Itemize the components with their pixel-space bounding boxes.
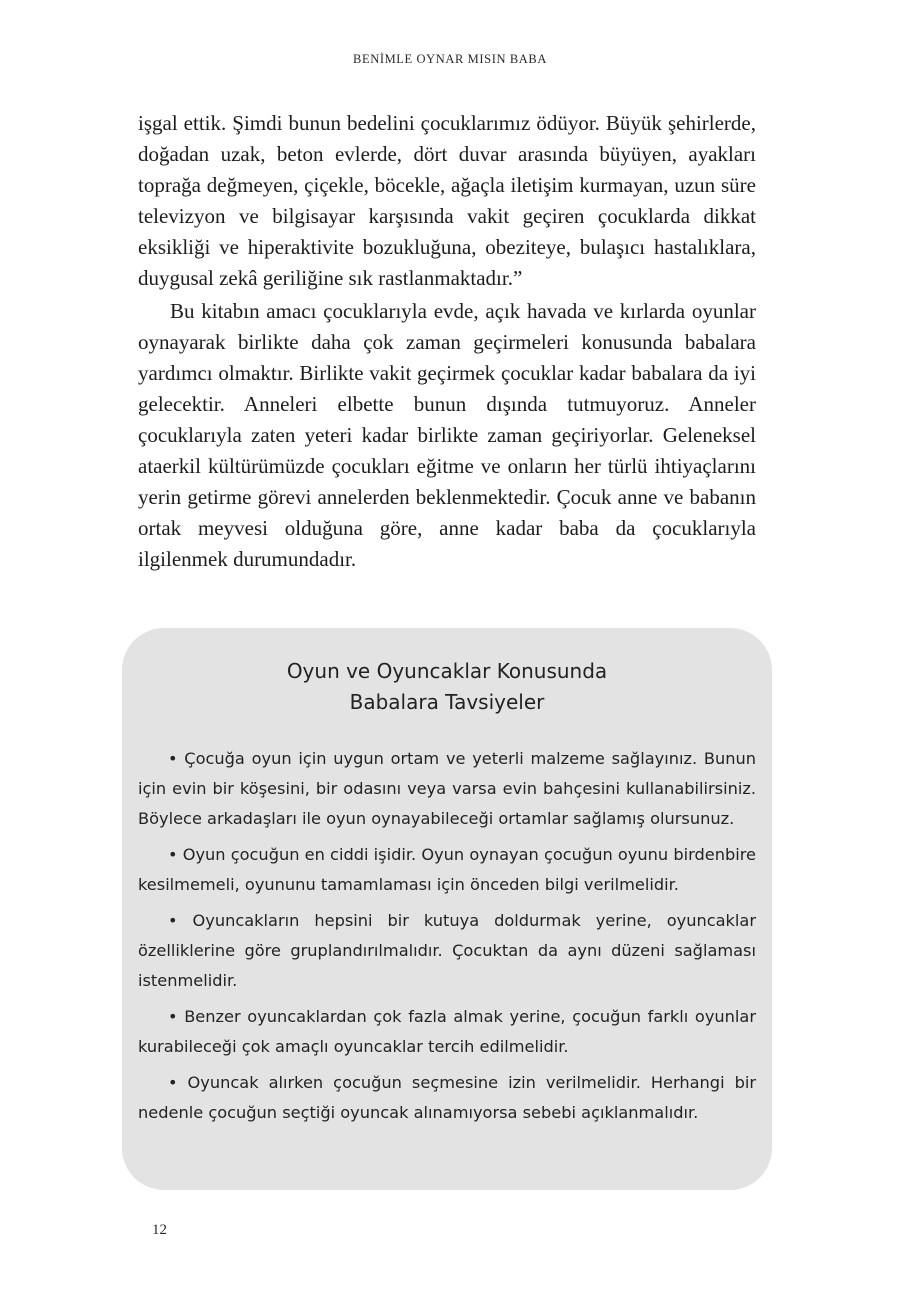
page-number: 12 [152, 1222, 167, 1238]
tip-item: • Çocuğa oyun için uygun ortam ve yeterli malzeme sağlayınız. Bunun için evin bir köşesini, bir odasını veya varsa evin bahçesini kullanabilirsiniz. Böylece arkadaşları ile oyun oynayabileceği ortamlar sağlamış olursunuz. [138, 749, 756, 828]
tip-item: • Oyuncakların hepsini bir kutuya doldurmak yerine, oyuncaklar özelliklerine göre gruplandırılmalıdır. Çocuktan da aynı düzeni sağlaması istenmelidir. [138, 911, 756, 990]
body-paragraph: işgal ettik. Şimdi bunun bedelini çocuklarımız ödüyor. Büyük şehirlerde, doğadan uzak, beton evlerde, dört duvar arasında büyüyen, ayakları toprağa değmeyen, çiçekle, böcekle, ağaçla iletişim kurmayan, uzun süre televizyon ve bilgisayar karşısında vakit geçiren çocuklarda dikkat eksikliği ve hiperaktivite bozukluğuna, obeziteye, bulaşıcı hastalıklara, duygusal zekâ geriliğine sık rastlanmaktadır.” [138, 111, 756, 290]
tip-item: • Oyun çocuğun en ciddi işidir. Oyun oynayan çocuğun oyunu birdenbire kesilmemeli, oyununu tamamlaması için önceden bilgi verilmelidir. [138, 845, 756, 894]
tip-item: • Oyuncak alırken çocuğun seçmesine izin verilmelidir. Herhangi bir nedenle çocuğun seçtiği oyuncak alınamıyorsa sebebi açıklanmalıdır. [138, 1073, 756, 1122]
tips-list [138, 744, 756, 1128]
tips-title-line-1: Oyun ve Oyuncaklar Konusunda [286, 659, 608, 683]
body-text [138, 108, 756, 578]
tips-box [122, 628, 772, 1190]
tip-item: • Benzer oyuncaklardan çok fazla almak yerine, çocuğun farklı oyunlar kurabileceği çok amaçlı oyuncaklar tercih edilmelidir. [138, 1007, 756, 1056]
tips-box-title [138, 656, 756, 718]
running-head: BENİMLE OYNAR MISIN BABA [353, 52, 547, 66]
body-paragraph: Bu kitabın amacı çocuklarıyla evde, açık havada ve kırlarda oyunlar oynayarak birlikte daha çok zaman geçirmeleri konusunda babalara yardımcı olmaktır. Birlikte vakit geçirmek çocuklar kadar babalara da iyi gelecektir. Anneleri elbette bunun dışında tutmuyoruz. Anneler çocuklarıyla zaten yeteri kadar birlikte zaman geçiriyorlar. Geleneksel ataerkil kültürümüzde çocukları eğitme ve onların her türlü ihtiyaçlarını yerin getirme görevi annelerden beklenmektedir. Çocuk anne ve babanın ortak meyvesi olduğuna göre, anne kadar baba da çocuklarıyla ilgilenmek durumundadır. [138, 299, 756, 571]
tips-title-line-2: Babalara Tavsiyeler [349, 690, 545, 714]
